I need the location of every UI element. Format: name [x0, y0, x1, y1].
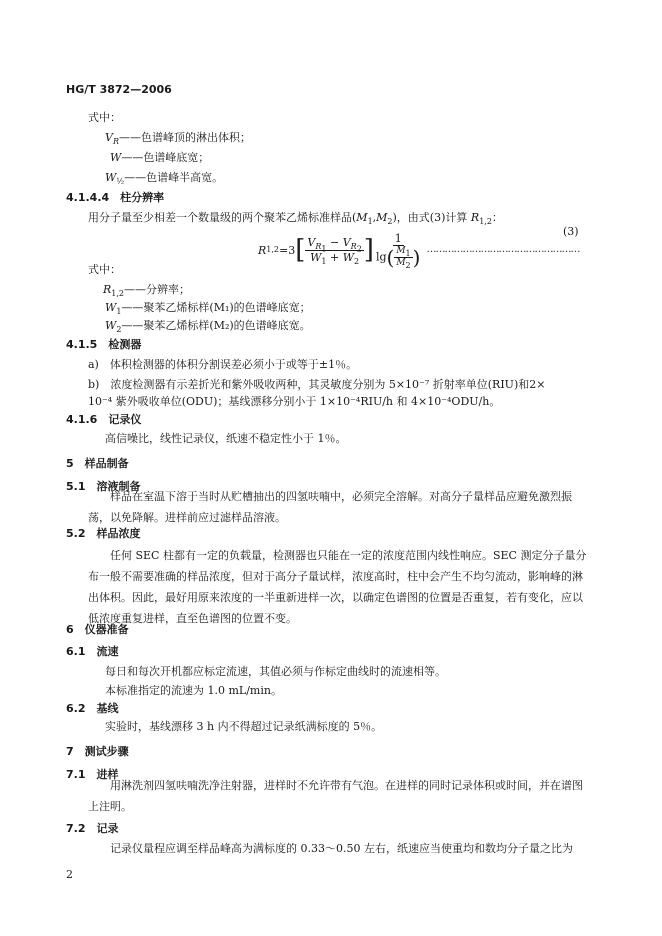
where2-intro: 式中：	[88, 263, 121, 276]
formula-fraction-lg: 1 lg( $\frac{M_1}{M_2}$ )	[375, 231, 421, 270]
where-item-vr: $V_R——$色谱峰顶的淋出体积；	[105, 131, 251, 147]
formula-leader-dots: ……………………………………………	[426, 244, 580, 255]
section-4-1-5-heading: 4.1.5 检测器	[66, 338, 142, 351]
where2-item-w2: $W_2——$聚苯乙烯标样(M₂)的色谱峰底宽。	[105, 319, 311, 335]
section-5-1-body: 样品在室温下溶于当时从贮槽抽出的四氢呋喃中，必须完全溶解。对高分子量样品应避免激烈振荡，以免降解。进样前应过滤样品溶液。	[88, 490, 572, 524]
section-7-1-heading: 7.1 进样	[66, 768, 119, 781]
section-7-2-body: 记录仪量程应调至样品峰高为满标度的 0.33～0.50 左右，纸速应当使重均和数均分子量之比为	[110, 842, 573, 855]
page-number: 2	[66, 868, 73, 881]
section-4-1-5-item-b-line1: b) 浓度检测器有示差折光和紫外吸收两种，其灵敏度分别为 5×10⁻⁷ 折射率单位(RIU)和2×	[88, 378, 546, 391]
section-5-2-body: 任何 SEC 柱都有一定的负载量，检测器也只能在一定的浓度范围内线性响应。SEC 测定分子量分布一般不需要准确的样品浓度，但对于高分子量试样，浓度高时，柱中会产生不均匀流动，影响峰的淋出体积。因此，最好用原来浓度的一半重新进样一次，以确定色谱图的位置是否重复，若有变化，应以低浓度重复进样，直至色谱图的位置不变。	[88, 549, 587, 625]
section-6-1-heading: 6.1 流速	[66, 645, 119, 658]
where2-item-r: $R_{1,2}——$分辨率；	[103, 283, 191, 299]
section-6-2-heading: 6.2 基线	[66, 702, 119, 715]
formula-fraction-v: $\frac{V_{R_1} - V_{R_2}}{W_1 + W_2}$	[307, 235, 362, 267]
section-5-1-heading: 5.1 溶液制备	[66, 480, 141, 493]
section-6-2-body: 实验时，基线漂移 3 h 内不得超过记录纸满标度的 5％。	[105, 720, 383, 733]
section-5-2-heading: 5.2 样品浓度	[66, 527, 141, 540]
section-7-1-body: 用淋洗剂四氢呋喃洗净注射器，进样时不允许带有气泡。在进样的同时记录体积或时间，并在谱图上注明。	[88, 779, 583, 813]
doc-id-header: HG/T 3872—2006	[66, 83, 172, 96]
section-4-1-4-4-heading: 4.1.4.4 柱分辨率	[66, 191, 165, 204]
where2-item-w1: $W_1——$聚苯乙烯标样(M₁)的色谱峰底宽；	[105, 301, 311, 317]
where-intro: 式中：	[88, 111, 121, 124]
formula-3: R 1,2 =3 [ $\frac{V_{R_1} - V_{R_2}}{W_1 + W_2}$ ] 1 lg( $\frac{M_1}{M_2}$ ) ……………………………………………	[258, 231, 580, 270]
section-7-heading: 7 测试步骤	[66, 745, 129, 758]
section-7-2-heading: 7.2 记录	[66, 822, 119, 835]
section-5-heading: 5 样品制备	[66, 457, 129, 470]
section-4-1-5-item-b-line2: 10⁻⁴ 紫外吸收单位(ODU)；基线漂移分别小于 1×10⁻⁴RIU/h 和 4×10⁻⁴ODU/h。	[88, 395, 501, 408]
section-4-1-4-4-body: 用分子量至少相差一个数量级的两个聚苯乙烯标准样品$(M_1,M_2)$，由式(3)计算 $R_{1,2}$：	[88, 211, 503, 227]
formula-3-number: (3)	[563, 225, 579, 238]
section-4-1-6-body: 高信噪比，线性记录仪，纸速不稳定性小于 1％。	[105, 432, 347, 445]
where-item-whalf: $W_{\frac{1}{2}}——$色谱峰半高宽。	[105, 171, 224, 187]
section-4-1-5-item-a: a) 体积检测器的体积分割误差必须小于或等于±1％。	[88, 358, 358, 371]
section-4-1-6-heading: 4.1.6 记录仪	[66, 413, 142, 426]
section-6-1-line2: 本标准指定的流速为 1.0 mL/min。	[105, 684, 282, 697]
section-6-heading: 6 仪器准备	[66, 623, 129, 636]
section-6-1-line1: 每日和每次开机都应标定流速，其值必须与作标定曲线时的流速相等。	[105, 665, 446, 678]
where-item-w: W——色谱峰底宽；	[110, 151, 210, 164]
